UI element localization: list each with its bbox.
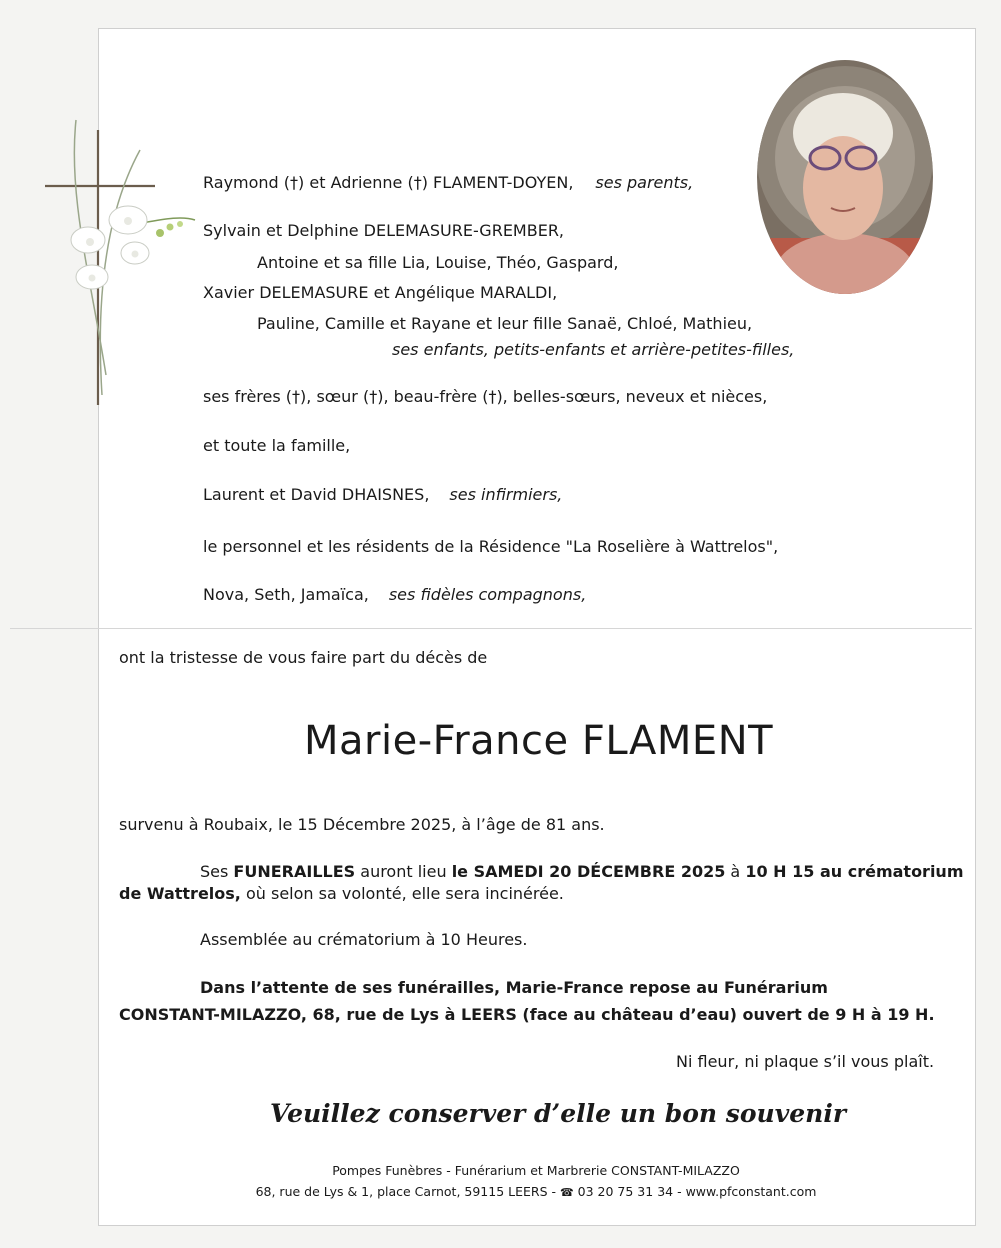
death-info: survenu à Roubaix, le 15 Décembre 2025, à l’âge de 81 ans. [119, 815, 605, 834]
funeral-line-1 [200, 862, 964, 882]
grandchildren-line-2: Pauline, Camille et Rayane et leur fille Sanaë, Chloé, Mathieu, [257, 314, 753, 333]
nurses-role: ses infirmiers, [449, 485, 563, 504]
parents-line [203, 173, 693, 193]
deceased-name: Marie-France FLAMENT [304, 718, 774, 764]
child-line-2: Xavier DELEMASURE et Angélique MARALDI, [203, 283, 558, 302]
footer-phone: 03 20 75 31 34 [577, 1184, 674, 1199]
residence-line: le personnel et les résidents de la Résidence "La Roselière à Wattrelos", [203, 537, 779, 556]
phone-icon: ☎ [559, 1186, 574, 1199]
funeral-time: 10 H 15 [745, 862, 815, 881]
siblings-line: ses frères (†), sœur (†), beau-frère (†), belles-sœurs, neveux et nièces, [203, 387, 768, 406]
funeral-text-c: auront lieu [355, 862, 452, 881]
grandchildren-line-1: Antoine et sa fille Lia, Louise, Théo, Gaspard, [257, 253, 619, 272]
footer-website: - www.pfconstant.com [673, 1184, 817, 1199]
children-role: ses enfants, petits-enfants et arrière-petites-filles, [392, 340, 795, 359]
nurses-line [203, 485, 562, 505]
portrait-photo [755, 58, 935, 296]
fold-line [10, 628, 972, 629]
funeral-text-a: Ses [200, 862, 234, 881]
footer-company: Pompes Funèbres - Funérarium et Marbrerie CONSTANT-MILAZZO [332, 1163, 740, 1178]
child-line-1: Sylvain et Delphine DELEMASURE-GREMBER, [203, 221, 565, 240]
funeral-place-b: de Wattrelos, [119, 884, 241, 903]
companions-role: ses fidèles compagnons, [388, 585, 587, 604]
motto: Veuillez conserver d’elle un bon souvenir [270, 1099, 847, 1128]
cross-orchid-icon [40, 115, 210, 410]
rest-line-1: Dans l’attente de ses funérailles, Marie-France repose au Funérarium [200, 978, 828, 997]
funeral-wish: où selon sa volonté, elle sera incinérée. [240, 884, 564, 903]
funeral-place-a: au crématorium [814, 862, 964, 881]
parents-role: ses parents, [595, 173, 694, 192]
no-flowers: Ni fleur, ni plaque s’il vous plaît. [676, 1052, 935, 1071]
nurses-names: Laurent et David DHAISNES, [203, 485, 430, 504]
funeral-keyword: FUNERAILLES [233, 862, 356, 881]
announcement: ont la tristesse de vous faire part du décès de [119, 648, 488, 667]
rest-line-2: CONSTANT-MILAZZO, 68, rue de Lys à LEERS (face au château d’eau) ouvert de 9 H à 19 H. [119, 1005, 935, 1024]
footer-address: 68, rue de Lys & 1, place Carnot, 59115 LEERS - [255, 1184, 560, 1199]
funeral-date: le SAMEDI 20 DÉCEMBRE 2025 [451, 862, 726, 881]
companions-line [203, 585, 586, 605]
funeral-text-e: à [725, 862, 746, 881]
funeral-line-2 [119, 884, 564, 904]
parents-names: Raymond (†) et Adrienne (†) FLAMENT-DOYEN, [203, 173, 574, 192]
family-line: et toute la famille, [203, 436, 351, 455]
companions-names: Nova, Seth, Jamaïca, [203, 585, 369, 604]
assembly-line: Assemblée au crématorium à 10 Heures. [200, 930, 528, 949]
footer-contact [98, 1184, 974, 1201]
